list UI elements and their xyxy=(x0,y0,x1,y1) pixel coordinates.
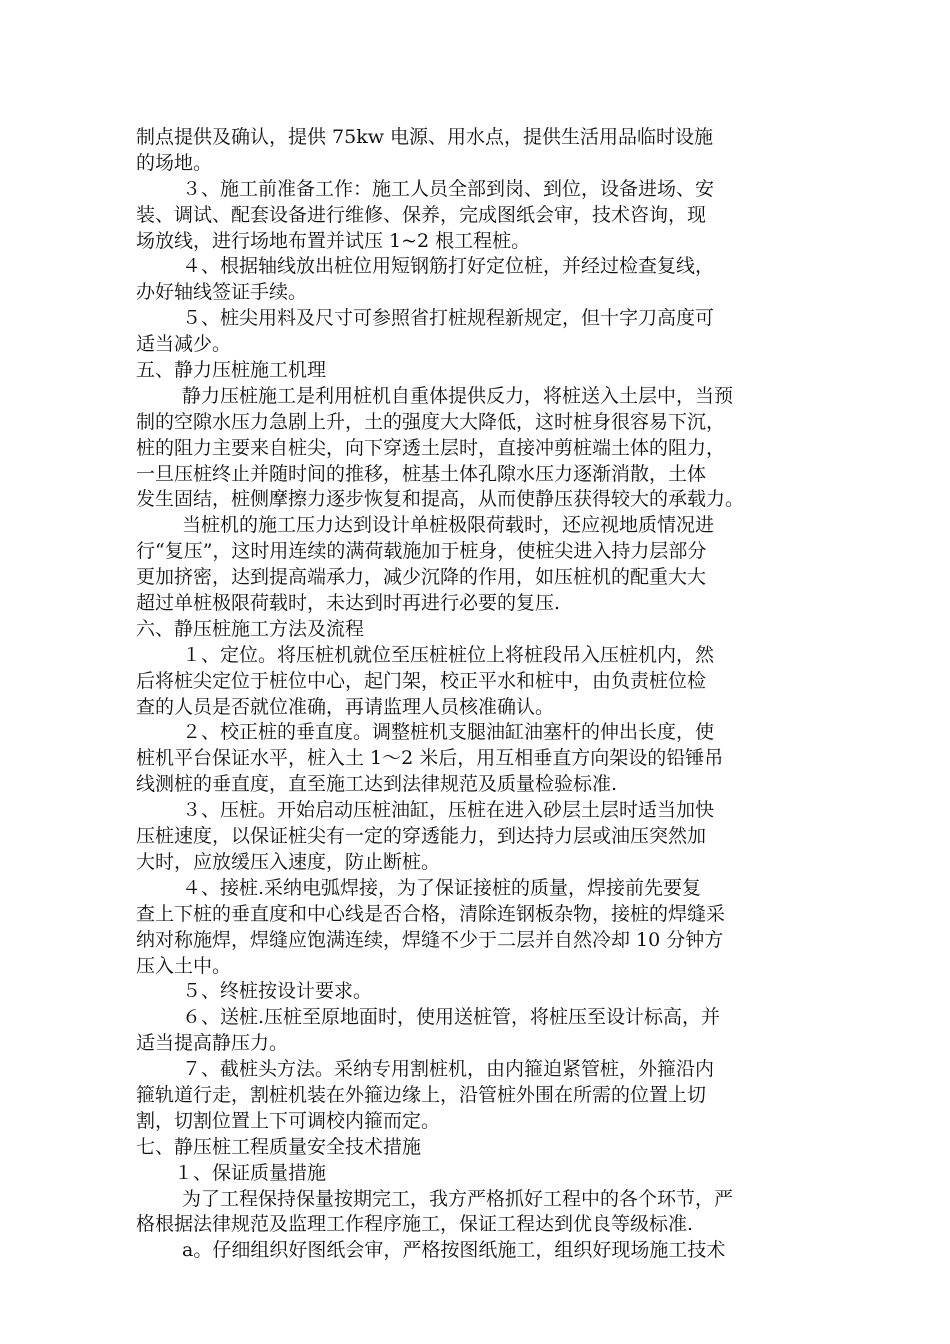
text-line: 割，切割位置上下可调校内箍而定。 xyxy=(136,1109,441,1132)
text-line: ３、施工前准备工作：施工人员全部到岗、到位，设备进场、安 xyxy=(182,177,715,200)
text-line: 制的空隙水压力急剧上升，土的强度大大降低，这时桩身很容易下沉， xyxy=(136,410,726,433)
text-line: 发生固结，桩侧摩擦力逐步恢复和提高，从而使静压获得较大的承载力。 xyxy=(136,488,745,511)
text-line: 制点提供及确认，提供 75kw 电源、用水点，提供生活用品临时设施 xyxy=(136,126,714,148)
text-line: １、定位。将压桩机就位至压桩桩位上将桩段吊入压桩机内，然 xyxy=(182,643,715,666)
text-line: 查上下桩的垂直度和中心线是否合格，清除连钢板杂物，接桩的焊缝采 xyxy=(136,902,726,925)
text-line: ３、压桩。开始启动压桩油缸，压桩在进入砂层土层时适当加快 xyxy=(182,799,715,822)
text-line: 的场地。 xyxy=(136,151,213,174)
text-line: ２、校正桩的垂直度。调整桩机支腿油缸油塞杆的伸出长度，使 xyxy=(182,721,715,744)
text-line: 办好轴线签证手续。 xyxy=(136,281,308,304)
text-line: 场放线，进行场地布置并试压 1~2 根工程桩。 xyxy=(136,229,531,252)
text-line: 当桩机的施工压力达到设计单桩极限荷载时，还应视地质情况进 xyxy=(182,514,715,537)
text-line: 七、静压桩工程质量安全技术措施 xyxy=(136,1135,422,1158)
text-line: ４、根据轴线放出桩位用短钢筋打好定位桩，并经过检查复线， xyxy=(182,255,715,278)
text-line: 查的人员是否就位准确，再请监理人员核准确认。 xyxy=(136,695,555,718)
text-line: 桩机平台保证水平，桩入土 1～2 米后，用互相垂直方向架设的铅锤吊 xyxy=(136,747,724,770)
text-line: 格根据法律规范及监理工作程序施工，保证工程达到优良等级标准. xyxy=(136,1213,694,1236)
text-line: 纳对称施焊，焊缝应饱满连续，焊缝不少于二层并自然冷却 10 分钟方 xyxy=(136,928,724,951)
text-line: 装、调试、配套设备进行维修、保养，完成图纸会审，技术咨询，现 xyxy=(136,203,707,226)
text-line: 为了工程保持保量按期完工，我方严格抓好工程中的各个环节，严 xyxy=(182,1187,734,1210)
text-line: 后将桩尖定位于桩位中心，起门架，校正平水和桩中，由负责桩位检 xyxy=(136,669,707,692)
text-line: 箍轨道行走，割桩机装在外箍边缘上，沿管桩外围在所需的位置上切 xyxy=(136,1083,707,1106)
text-line: a。仔细组织好图纸会审，严格按图纸施工，组织好现场施工技术 xyxy=(182,1239,726,1262)
text-line: ６、送桩.压桩至原地面时，使用送桩管，将桩压至设计标高，并 xyxy=(182,1006,721,1029)
text-line: １、保证质量措施 xyxy=(174,1161,327,1184)
text-line: ５、终桩按设计要求。 xyxy=(182,980,373,1003)
text-line: ４、接桩.采纳电弧焊接，为了保证接桩的质量，焊接前先要复 xyxy=(182,876,702,899)
text-line: 桩的阻力主要来自桩尖，向下穿透土层时，直接冲剪桩端土体的阻力， xyxy=(136,436,726,459)
text-line: 大时，应放缓压入速度，防止断桩。 xyxy=(136,850,441,873)
text-line: 静力压桩施工是利用桩机自重体提供反力，将桩送入土层中，当预 xyxy=(182,384,734,407)
document-body xyxy=(136,125,820,1264)
text-line: 适当提高静压力。 xyxy=(136,1032,289,1055)
text-line: 一旦压桩终止并随时间的推移，桩基土体孔隙水压力逐渐消散，土体 xyxy=(136,462,707,485)
text-line: 六、静压桩施工方法及流程 xyxy=(136,617,365,640)
text-line: 压桩速度，以保证桩尖有一定的穿透能力，到达持力层或油压突然加 xyxy=(136,825,707,848)
text-line: ５、桩尖用料及尺寸可参照省打桩规程新规定，但十字刀高度可 xyxy=(182,307,715,330)
text-line: 行“复压”，这时用连续的满荷载施加于桩身，使桩尖进入持力层部分 xyxy=(136,540,707,563)
text-line: 更加挤密，达到提高端承力，减少沉降的作用，如压桩机的配重大大 xyxy=(136,566,707,589)
text-line: ７、截桩头方法。采纳专用割桩机，由内箍迫紧管桩，外箍沿内 xyxy=(182,1058,715,1081)
text-line: 超过单桩极限荷载时，未达到时再进行必要的复压. xyxy=(136,592,561,615)
text-line: 适当减少。 xyxy=(136,333,232,356)
text-line: 线测桩的垂直度，直至施工达到法律规范及质量检验标准. xyxy=(136,773,618,796)
text-line: 五、静力压桩施工机理 xyxy=(136,359,327,382)
text-line: 压入土中。 xyxy=(136,954,232,977)
